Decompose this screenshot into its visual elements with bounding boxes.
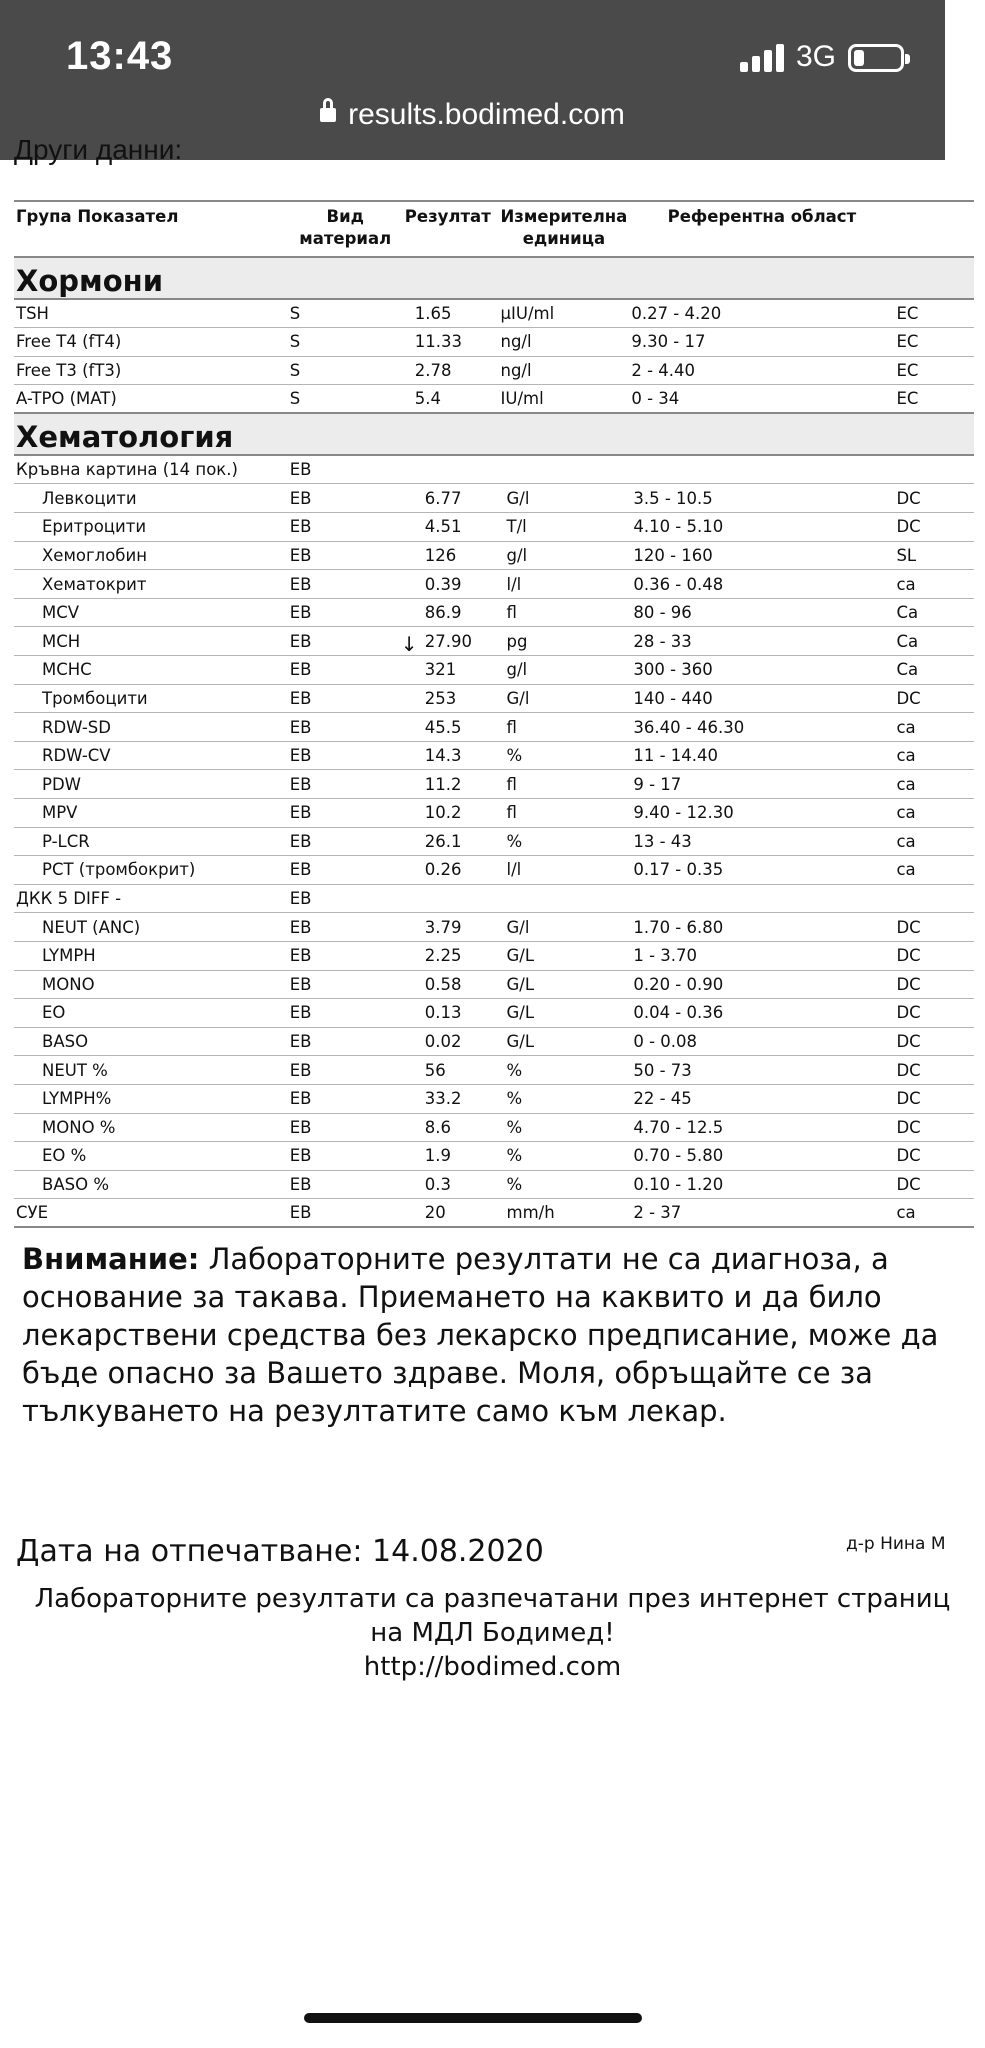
warning-text: Лабораторните резултати не са диагноза, а основание за такава. Приемането на каквито и да било лекарствени средства без лекарско предписание, може да бъде опасно за Вашето здраве. Моля, обръщайте се за тълкуването на резултатите само към лекар. [22,1242,939,1428]
cell-material: EB [288,1084,403,1113]
table-row [14,827,974,856]
cell-reference: 140 - 440 [629,684,894,713]
cell-reference: 13 - 43 [629,827,894,856]
table-row [14,385,974,414]
cell-test-name: MCH [14,627,288,656]
cell-test-name: Еритроцити [14,513,288,542]
header-material: Вид материал [288,201,403,257]
table-row [14,1142,974,1171]
cell-reference [629,455,894,484]
cell-result: 26.1 [403,827,499,856]
cell-test-name: Кръвна картина (14 пок.) [14,455,288,484]
cell-reference: 28 - 33 [629,627,894,656]
table-row [14,770,974,799]
cell-method: DC [894,513,974,542]
cell-method: DC [894,941,974,970]
cell-test-name: NEUT (ANC) [14,913,288,942]
cell-method: DC [894,1084,974,1113]
cell-method: DC [894,999,974,1028]
cell-method: EC [894,299,974,328]
cell-result [400,627,499,656]
table-row [14,1113,974,1142]
cell-unit: G/l [499,684,630,713]
table-row [14,941,974,970]
cell-material: EB [288,541,403,570]
cell-material: EB [288,770,403,799]
cell-unit: G/L [499,941,630,970]
cell-method: ca [894,827,974,856]
cell-material: EB [288,999,403,1028]
print-date: Дата на отпечатване: 14.08.2020 [16,1534,544,1569]
cell-test-name: A-TPO (MAT) [14,385,288,414]
cell-unit: fl [499,713,630,742]
table-row [14,970,974,999]
cell-unit: g/l [499,541,630,570]
table-row [14,1027,974,1056]
table-row [14,541,974,570]
cell-result: 253 [403,684,499,713]
network-type: 3G [796,40,837,73]
table-row [14,513,974,542]
cell-result: 14.3 [403,741,499,770]
cell-test-name: TSH [14,299,288,328]
cell-material: EB [288,1142,403,1171]
cell-method: ca [894,741,974,770]
cell-test-name: RDW-SD [14,713,288,742]
lab-results-table [14,200,974,1228]
cell-method: ca [894,1199,974,1228]
table-row [14,598,974,627]
cell-reference: 80 - 96 [629,598,894,627]
cell-method: DC [894,484,974,513]
section-title: Хормони [14,257,974,299]
cell-result: 11.2 [403,770,499,799]
cell-method: ca [894,799,974,828]
cell-test-name: Левкоцити [14,484,288,513]
cell-result: 0.3 [403,1170,499,1199]
cell-result: 2.78 [403,356,499,385]
cell-method: DC [894,1113,974,1142]
cell-unit: fl [499,598,630,627]
cell-unit: G/L [499,999,630,1028]
cell-method: ca [894,856,974,885]
cell-unit [499,455,630,484]
cell-unit [499,884,630,913]
cell-test-name: RDW-CV [14,741,288,770]
cell-reference: 9.30 - 17 [629,328,894,357]
table-row [14,570,974,599]
cell-reference: 0.70 - 5.80 [629,1142,894,1171]
cell-result [403,455,499,484]
cell-reference: 0.04 - 0.36 [629,999,894,1028]
table-row [14,856,974,885]
clock: 13:43 [66,34,174,78]
cell-unit: µIU/ml [499,299,630,328]
cell-unit: fl [499,770,630,799]
cell-unit: pg [499,627,630,656]
cell-test-name: Тромбоцити [14,684,288,713]
cell-result: 321 [403,656,499,685]
table-header-row [14,201,974,257]
cell-test-name: MPV [14,799,288,828]
section-header [14,413,974,455]
cell-unit: % [499,1056,630,1085]
cell-reference: 3.5 - 10.5 [629,484,894,513]
cell-reference: 0 - 0.08 [629,1027,894,1056]
cell-reference: 9.40 - 12.30 [629,799,894,828]
cell-reference: 0.20 - 0.90 [629,970,894,999]
table-row [14,356,974,385]
cell-result: 0.26 [403,856,499,885]
cell-material: EB [288,455,403,484]
cell-method [894,455,974,484]
cell-test-name: MONO % [14,1113,288,1142]
cell-test-name: MONO [14,970,288,999]
cell-method: EC [894,385,974,414]
cell-unit: G/L [499,970,630,999]
cell-unit: % [499,827,630,856]
table-row [14,1084,974,1113]
cell-method: ca [894,770,974,799]
cell-method: Ca [894,598,974,627]
cell-reference: 22 - 45 [629,1084,894,1113]
table-row [14,1170,974,1199]
cell-reference: 36.40 - 46.30 [629,713,894,742]
cell-result: 20 [403,1199,499,1228]
cell-unit: l/l [499,570,630,599]
cell-material: EB [288,1056,403,1085]
section-header [14,257,974,299]
cell-unit: IU/ml [499,385,630,414]
cell-material: EB [288,513,403,542]
cell-unit: ng/l [499,328,630,357]
table-row [14,684,974,713]
cell-result: 0.13 [403,999,499,1028]
cell-material: S [288,328,403,357]
cell-result: 56 [403,1056,499,1085]
low-flag-icon: ↓ [400,631,418,656]
cell-reference: 120 - 160 [629,541,894,570]
table-row [14,627,974,656]
cell-material: EB [288,827,403,856]
cell-material: EB [288,684,403,713]
cell-material: EB [288,713,403,742]
cell-reference: 11 - 14.40 [629,741,894,770]
cell-result [403,884,499,913]
cell-unit: % [499,1084,630,1113]
cell-test-name: BASO % [14,1170,288,1199]
cell-unit: % [499,741,630,770]
header-group: Група Показател [14,201,288,257]
cell-result: 0.02 [403,1027,499,1056]
cell-result: 4.51 [403,513,499,542]
cell-material: EB [288,1113,403,1142]
cell-material: EB [288,799,403,828]
cell-method: Ca [894,656,974,685]
cell-method: DC [894,1142,974,1171]
table-row [14,884,974,913]
cell-method: SL [894,541,974,570]
cell-reference: 0.27 - 4.20 [629,299,894,328]
table-row [14,1199,974,1228]
web-page-content [0,134,951,2048]
cell-method: EC [894,328,974,357]
cell-result: 5.4 [403,385,499,414]
cell-material: S [288,299,403,328]
cell-material: EB [288,913,403,942]
cell-result: 6.77 [403,484,499,513]
address-bar[interactable] [0,98,945,132]
cell-test-name: PDW [14,770,288,799]
cell-unit: G/l [499,484,630,513]
cell-method: DC [894,970,974,999]
cell-unit: % [499,1142,630,1171]
header-result: Резултат [403,201,499,257]
disclaimer-warning [22,1240,962,1430]
cell-reference: 0.36 - 0.48 [629,570,894,599]
cell-test-name: EO % [14,1142,288,1171]
cell-unit: % [499,1170,630,1199]
footer [0,1582,985,1684]
cell-result: 126 [403,541,499,570]
footer-line-1: Лабораторните резултати са разпечатани през интернет страниц [34,1584,951,1614]
cell-material: EB [288,941,403,970]
warning-label: Внимание: [22,1242,200,1276]
cell-result: 0.39 [403,570,499,599]
cell-method: Ca [894,627,974,656]
cell-method: EC [894,356,974,385]
table-row [14,741,974,770]
cell-reference: 0.10 - 1.20 [629,1170,894,1199]
cell-test-name: СУЕ [14,1199,288,1228]
cell-unit: ng/l [499,356,630,385]
cell-reference [629,884,894,913]
header-unit: Измерителна единица [499,201,630,257]
cell-reference: 300 - 360 [629,656,894,685]
table-row [14,1056,974,1085]
cell-material: EB [288,1199,403,1228]
cell-method: DC [894,913,974,942]
cell-unit: G/l [499,913,630,942]
cell-method: ca [894,713,974,742]
cell-reference: 0.17 - 0.35 [629,856,894,885]
lock-icon [320,108,336,122]
cell-test-name: MCV [14,598,288,627]
cell-material: EB [288,741,403,770]
cell-result: 86.9 [403,598,499,627]
table-row [14,299,974,328]
cell-reference: 2 - 37 [629,1199,894,1228]
table-row [14,799,974,828]
cell-test-name: P-LCR [14,827,288,856]
doctor-name: д-р Нина М [846,1534,946,1554]
cell-test-name: Хематокрит [14,570,288,599]
cell-test-name: Free T4 (fT4) [14,328,288,357]
cell-result: 10.2 [403,799,499,828]
footer-line-2: на МДЛ Бодимед! [370,1618,615,1648]
cell-reference: 4.10 - 5.10 [629,513,894,542]
signal-strength-icon [740,44,784,72]
table-row [14,455,974,484]
cell-unit: l/l [499,856,630,885]
cell-unit: fl [499,799,630,828]
cell-test-name: EO [14,999,288,1028]
battery-icon [848,44,904,72]
cell-method: ca [894,570,974,599]
table-row [14,913,974,942]
cell-material: EB [288,598,403,627]
cell-test-name: NEUT % [14,1056,288,1085]
cell-reference: 1.70 - 6.80 [629,913,894,942]
cell-test-name: Хемоглобин [14,541,288,570]
url-text: results.bodimed.com [348,98,625,131]
cell-reference: 9 - 17 [629,770,894,799]
cell-unit: g/l [499,656,630,685]
cell-reference: 0 - 34 [629,385,894,414]
cell-reference: 2 - 4.40 [629,356,894,385]
cell-result: 2.25 [403,941,499,970]
table-row [14,999,974,1028]
header-method [894,201,974,257]
section-title: Хематология [14,413,974,455]
home-indicator[interactable] [304,2013,642,2023]
cell-reference: 4.70 - 12.5 [629,1113,894,1142]
cell-result: 8.6 [403,1113,499,1142]
cell-result: 0.58 [403,970,499,999]
cell-method [894,884,974,913]
table-row [14,328,974,357]
cell-method: DC [894,1170,974,1199]
cell-material: S [288,356,403,385]
cell-result: 33.2 [403,1084,499,1113]
cell-method: DC [894,684,974,713]
cell-material: S [288,385,403,414]
cell-unit: % [499,1113,630,1142]
cell-unit: mm/h [499,1199,630,1228]
table-row [14,656,974,685]
cell-reference: 50 - 73 [629,1056,894,1085]
cell-result: 11.33 [403,328,499,357]
cell-material: EB [288,484,403,513]
cell-test-name: LYMPH [14,941,288,970]
cell-result: 1.9 [403,1142,499,1171]
header-reference: Референтна област [629,201,894,257]
table-row [14,713,974,742]
cell-method: DC [894,1056,974,1085]
cell-test-name: LYMPH% [14,1084,288,1113]
cell-material: EB [288,884,403,913]
cell-test-name: Free T3 (fT3) [14,356,288,385]
cell-reference: 1 - 3.70 [629,941,894,970]
result-value: 27.90 [424,631,473,651]
cell-material: EB [288,627,403,656]
cell-test-name: MCHC [14,656,288,685]
cell-unit: G/L [499,1027,630,1056]
table-row [14,484,974,513]
cell-material: EB [288,570,403,599]
cell-result: 3.79 [403,913,499,942]
other-data-heading: Други данни: [14,134,183,165]
cell-unit: T/l [499,513,630,542]
cell-material: EB [288,970,403,999]
cell-test-name: ДКК 5 DIFF - [14,884,288,913]
cell-test-name: PCT (тромбокрит) [14,856,288,885]
cell-method: DC [894,1027,974,1056]
cell-test-name: BASO [14,1027,288,1056]
cell-material: EB [288,656,403,685]
footer-link[interactable]: http://bodimed.com [363,1652,622,1682]
cell-material: EB [288,1170,403,1199]
cell-material: EB [288,1027,403,1056]
cell-result: 1.65 [403,299,499,328]
cell-material: EB [288,856,403,885]
cell-result: 45.5 [403,713,499,742]
